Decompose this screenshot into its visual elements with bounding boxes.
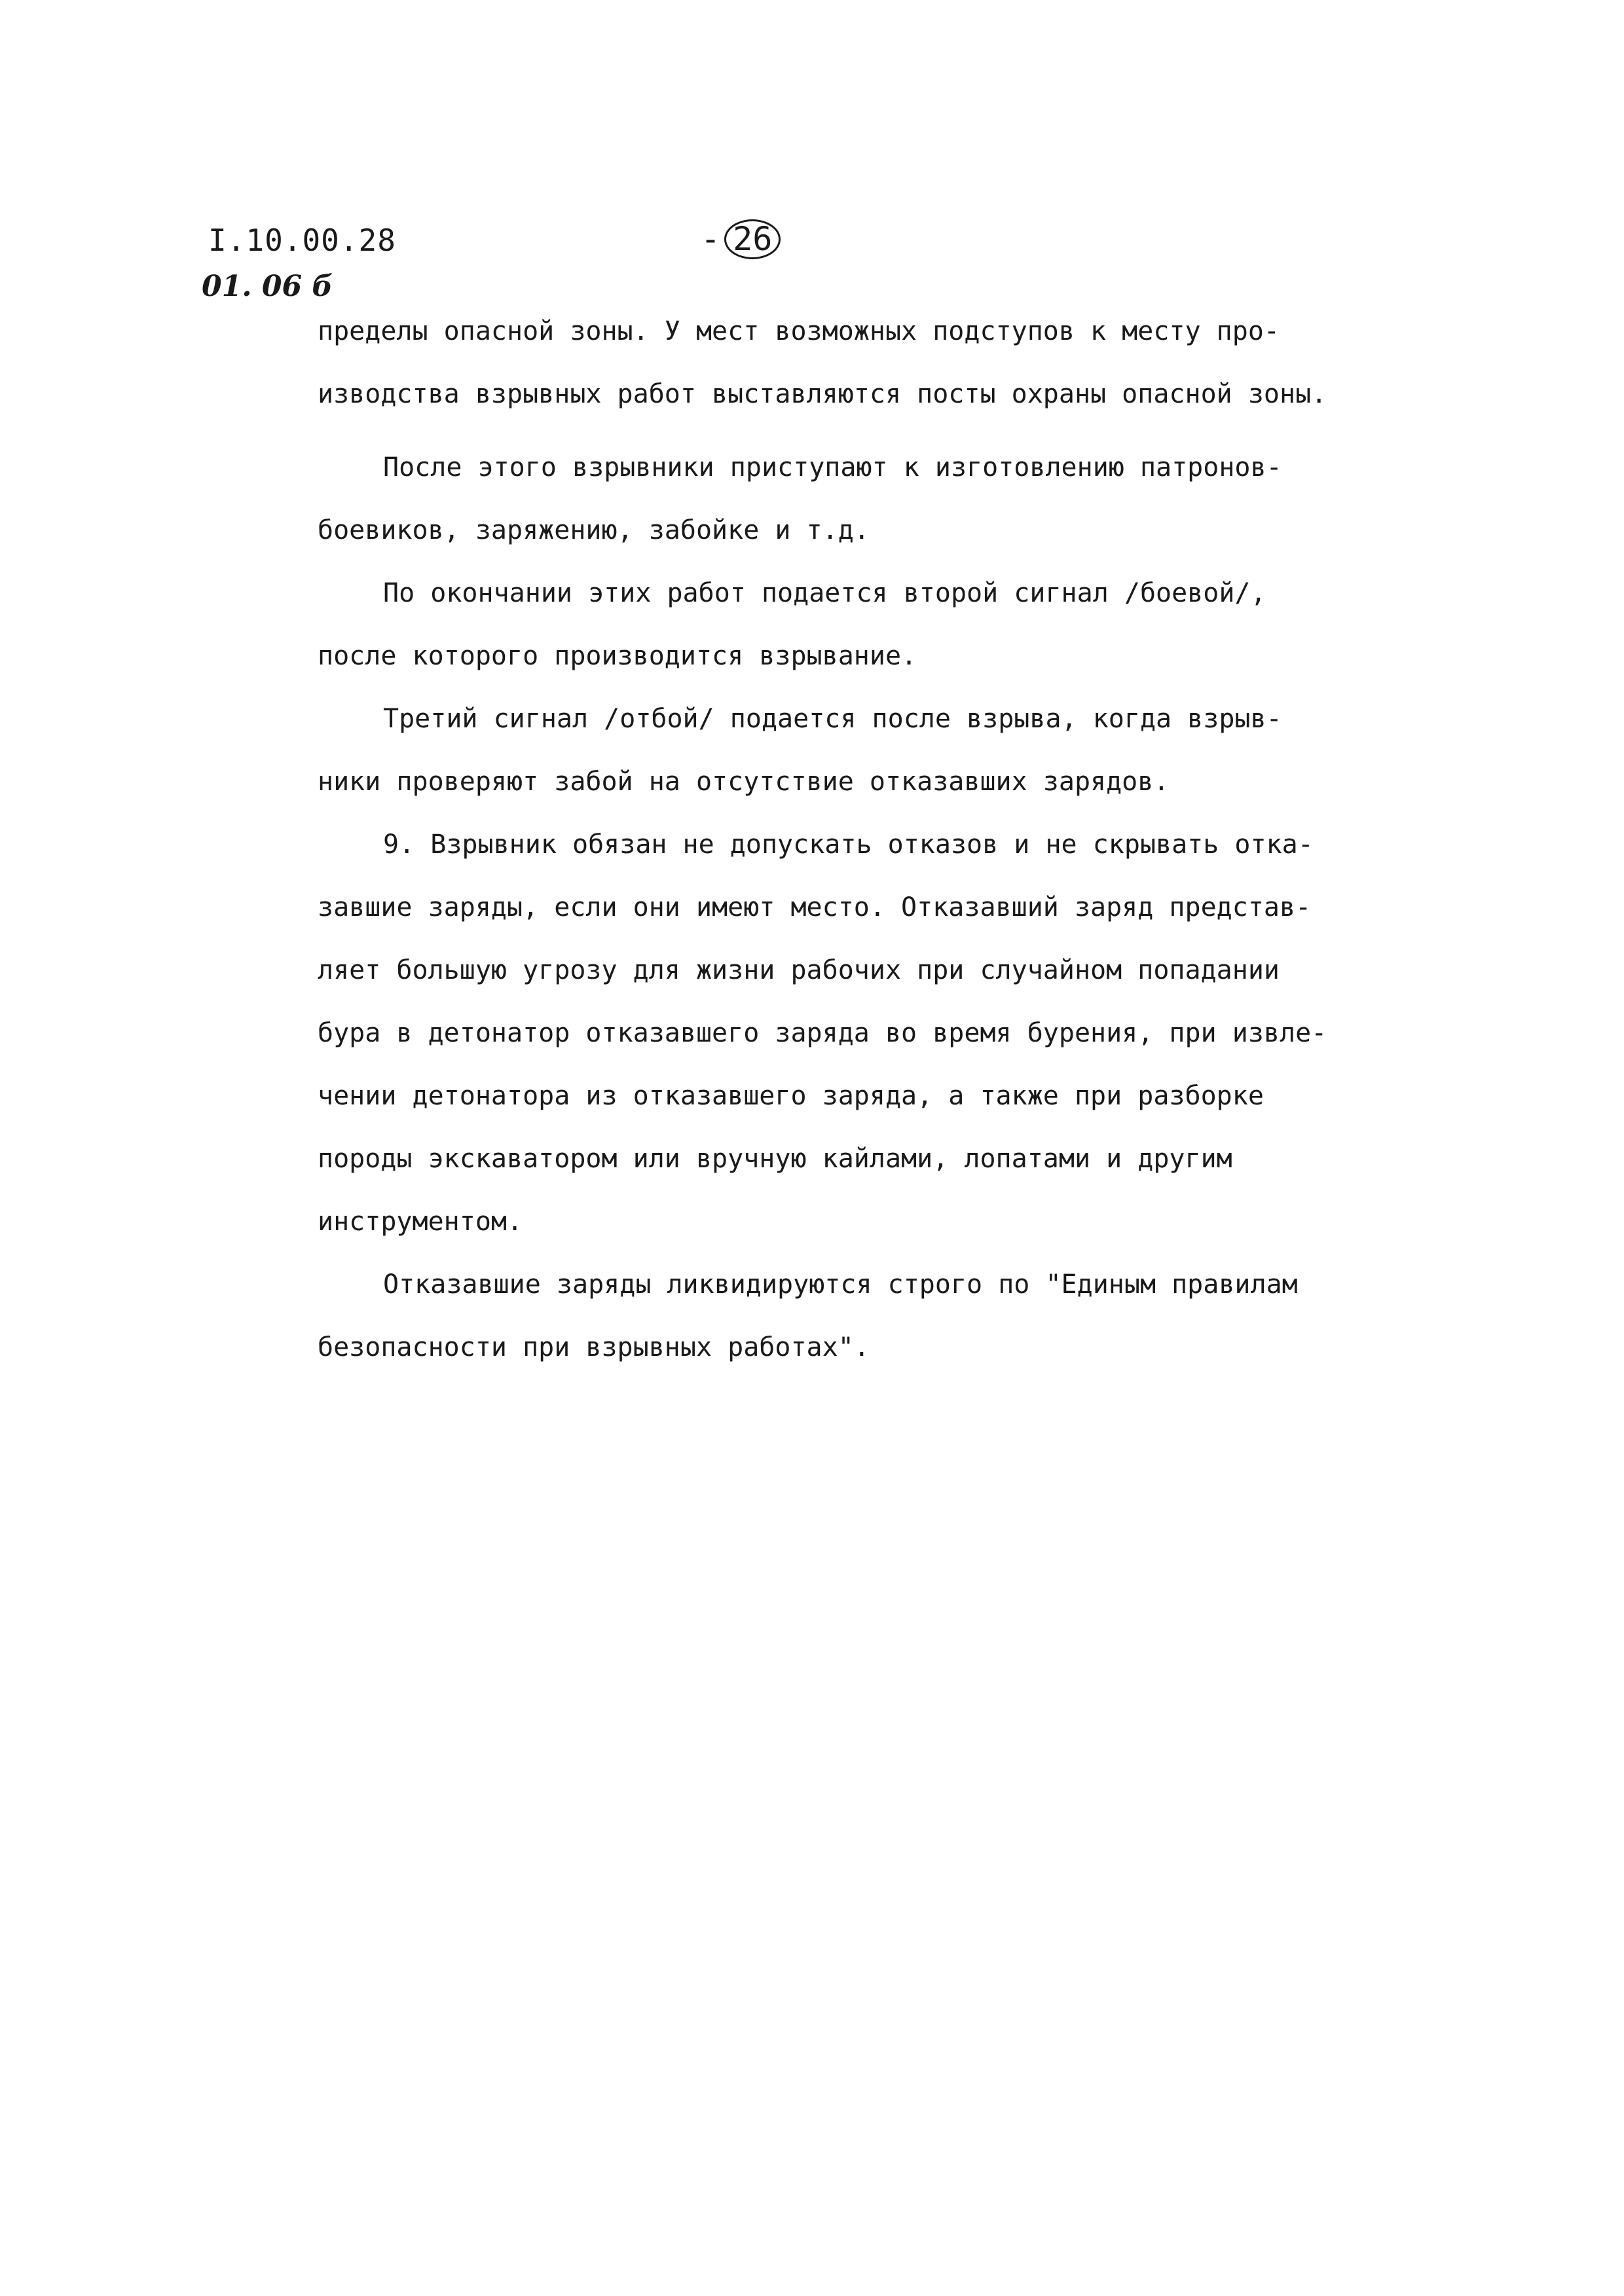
text-line: инструментом.: [318, 1207, 523, 1237]
handwritten-note: 01. 06 б: [202, 270, 333, 303]
text-line: По окончании этих работ подается второй сигнал /боевой/,: [383, 578, 1266, 608]
text-line: пределы опасной зоны. У мест возможных подступов к месту про-: [318, 316, 1280, 346]
document-code: I.10.00.28: [208, 223, 396, 258]
text-line: бура в детонатор отказавшего заряда во время бурения, при извле-: [318, 1018, 1327, 1048]
text-line: ники проверяют забой на отсутствие отказавших зарядов.: [318, 767, 1170, 797]
text-line: чении детонатора из отказавшего заряда, а также при разборке: [318, 1081, 1264, 1111]
text-line: изводства взрывных работ выставляются посты охраны опасной зоны.: [318, 379, 1327, 409]
text-line: ляет большую угрозу для жизни рабочих при случайном попадании: [318, 955, 1280, 985]
text-line: Отказавшие заряды ликвидируются строго по "Единым правилам: [383, 1269, 1298, 1300]
page-number-prefix: -: [701, 220, 721, 258]
text-line: боевиков, заряжению, забойке и т.д.: [318, 515, 870, 545]
page-number: [701, 219, 781, 259]
text-line: безопасности при взрывных работах".: [318, 1332, 870, 1362]
text-line: породы экскаватором или вручную кайлами, лопатами и другим: [318, 1144, 1232, 1174]
text-line: после которого производится взрывание.: [318, 641, 917, 671]
page-number-circled: 26: [724, 219, 781, 259]
text-line: завшие заряды, если они имеют место. Отказавший заряд представ-: [318, 892, 1312, 922]
body-text: [318, 300, 1444, 1379]
text-line: Третий сигнал /отбой/ подается после взрыва, когда взрыв-: [383, 704, 1282, 734]
text-line: 9. Взрывник обязан не допускать отказов и не скрывать отка-: [383, 829, 1314, 860]
text-line: После этого взрывники приступают к изготовлению патронов-: [383, 452, 1282, 483]
